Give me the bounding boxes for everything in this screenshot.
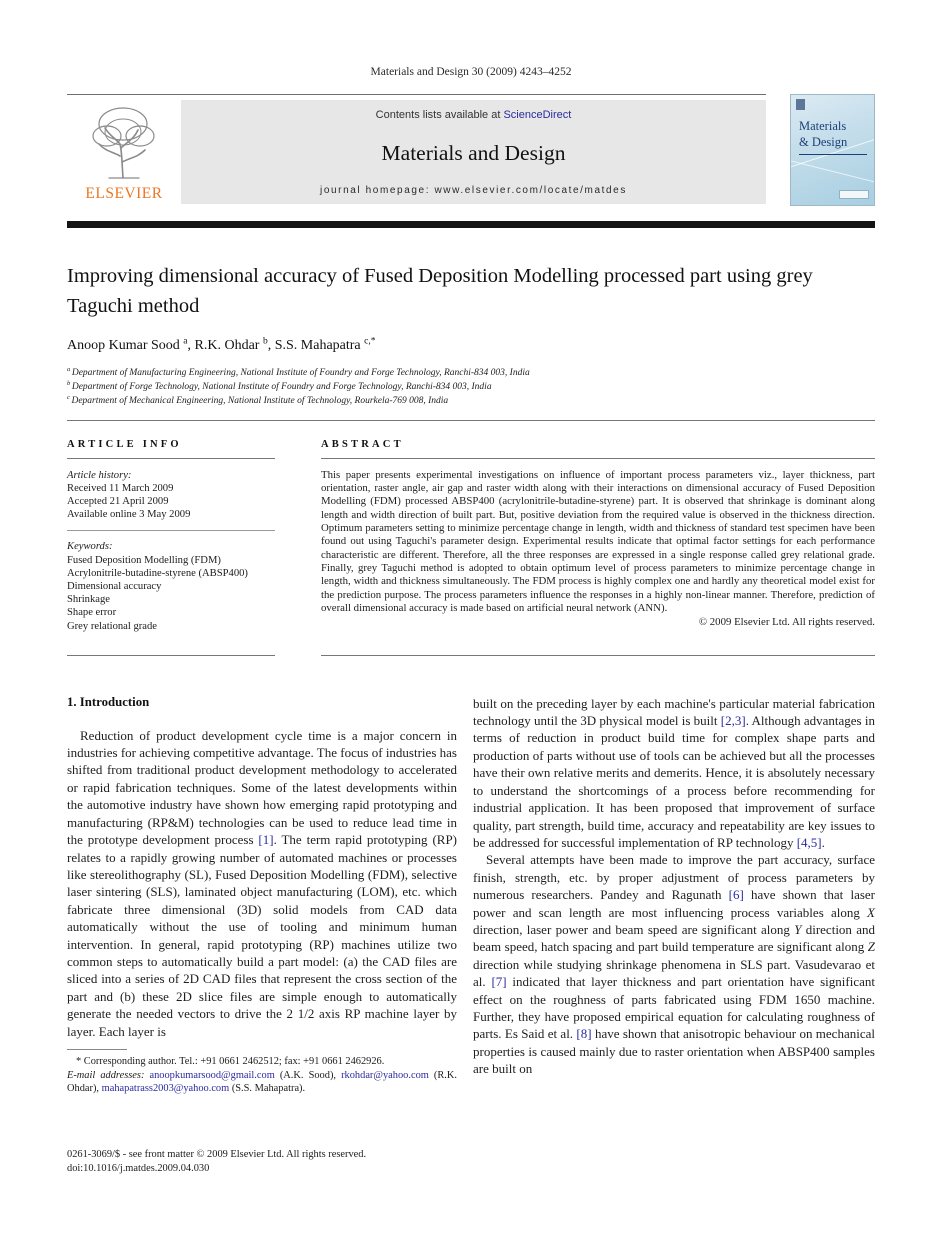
citation-link[interactable]: [8]	[576, 1026, 592, 1042]
body-paragraph: Several attempts have been made to improve the part accuracy, surface finish, strength, etc. by proper adjustment of process parameters by numerous researchers. Pandey and Ragunath [6] have shown that laser power and scan length are most influencing process variables along X direction, laser power and beam speed are significant along Y direction and beam speed, hatch spacing and part build temperature are significant along Z direction while studying shrinkage phenomena in SLS part. Vasudevarao et al. [7] indicated that layer thickness and part orientation have significant effect on the roughness of parts fabricated using FDM 1650 machine. Further, they have proposed empirical equation for calculating roughness of parts. Es Said et al. [8] have shown that anisotropic behaviour on mechanical properties is caused mainly due to raster orientation when ABSP400 samples are built on	[473, 852, 875, 1077]
keyword-item: Fused Deposition Modelling (FDM)	[67, 554, 221, 566]
article-history-label: Article history:	[67, 469, 132, 481]
abstract-copyright: © 2009 Elsevier Ltd. All rights reserved.	[698, 616, 875, 629]
article-history-list	[67, 482, 275, 522]
author-line: Anoop Kumar Sood $^a$, R.K. Ohdar $^b$, S.S. Mahapatra $^{c,*}$	[67, 336, 376, 354]
article-info-rule	[67, 458, 275, 459]
journal-masthead	[67, 94, 875, 207]
journal-cover-thumbnail	[790, 94, 875, 206]
running-head-citation: Materials and Design 30 (2009) 4243–4252	[370, 66, 572, 78]
elsevier-tree-icon	[85, 102, 163, 184]
article-history-item: Accepted 21 April 2009	[67, 495, 169, 507]
cover-rule	[799, 154, 867, 155]
affiliations	[67, 367, 875, 408]
footnote-segments: * Corresponding author. Tel.: +91 0661 2462512; fax: +91 0661 2462926. E-mail addresses: anoopkumarsood@gmail.com (A.K. Sood), rkohdar@yahoo.com (R.K. Ohdar), mahapatrass2003@yahoo.com (S.S. Mahapatra).	[67, 1055, 457, 1095]
email-link[interactable]: mahapatrass2003@yahoo.com	[101, 1083, 230, 1095]
cover-title	[799, 119, 867, 155]
email-link[interactable]: anoopkumarsood@gmail.com	[149, 1069, 275, 1081]
keywords-label: Keywords:	[67, 541, 113, 553]
body-paragraph: built on the preceding layer by each machine's particular material fabrication technology until the 3D physical model is built [2,3]. Although advantages in terms of reduction in product build time for complex shape parts and production of parts without use of tools can be achieved but all the processes have their own relative merits and demerits. Hence, it is absolutely necessary to understand the shortcomings of a process before recommending for industrial application. It has been proposed that improvement of surface quality, part strength, build time, accuracy and repeatability are key issues to be addressed for successful implementation of RP technology [4,5].	[473, 695, 875, 850]
citation-link[interactable]: [7]	[491, 974, 507, 990]
affiliation-line: $^c$ Department of Mechanical Engineering, National Institute of Technology, Rourkela-769 008, India	[67, 393, 449, 406]
page-footer	[67, 1148, 366, 1176]
article-info-heading: ARTICLE INFO	[67, 438, 182, 450]
citation-link[interactable]: [4,5]	[796, 834, 822, 850]
article-history-item: Received 11 March 2009	[67, 482, 174, 494]
body-left-column	[67, 695, 457, 1096]
journal-title: Materials and Design	[381, 140, 566, 165]
affiliation-line: $^b$ Department of Forge Technology, National Institute of Foundry and Forge Technology, Ranchi-834 003, India	[67, 379, 492, 393]
section-heading-introduction: 1. Introduction	[67, 694, 150, 709]
keyword-item: Dimensional accuracy	[67, 580, 162, 592]
cover-emblem-icon	[796, 99, 805, 110]
citation-link[interactable]: [1]	[258, 832, 274, 848]
issn-copyright-line: 0261-3069/$ - see front matter © 2009 Elsevier Ltd. All rights reserved.	[67, 1149, 367, 1160]
citation-link[interactable]: [2,3]	[720, 713, 746, 729]
right-column-paragraphs	[473, 695, 875, 1078]
cover-sciencedirect-mark-icon	[839, 190, 869, 199]
body-two-columns	[67, 695, 875, 1096]
doi-line: doi:10.1016/j.matdes.2009.04.030	[67, 1162, 210, 1174]
journal-homepage-link[interactable]: journal homepage: www.elsevier.com/locate/matdes	[320, 185, 627, 196]
article-info-column	[67, 421, 275, 656]
left-column-paragraphs	[67, 727, 457, 1040]
keywords-list	[67, 554, 275, 633]
abstract-heading: ABSTRACT	[321, 438, 404, 450]
keyword-item: Shape error	[67, 607, 117, 619]
corresponding-author-footnote	[67, 1049, 457, 1096]
info-abstract-block	[67, 421, 875, 656]
citation-link[interactable]: [6]	[728, 887, 744, 903]
keyword-item: Grey relational grade	[67, 620, 158, 632]
paper-title: Improving dimensional accuracy of Fused Deposition Modelling processed part using grey Taguchi method	[67, 265, 813, 318]
elsevier-wordmark: ELSEVIER	[85, 185, 163, 202]
footnote-text	[67, 1055, 457, 1096]
contents-line	[181, 109, 766, 121]
email-link[interactable]: rkohdar@yahoo.com	[341, 1069, 429, 1081]
cover-title-line1: Materials	[799, 119, 847, 133]
body-paragraph: Reduction of product development cycle time is a major concern in industries for achieving competitive advantage. The focus of industries has shifted from traditional product development methodology to accelerated or rapid fabrication techniques. Some of the latest developments within the automotive industry have shown how emerging rapid prototyping and manufacturing (RP&M) technologies can be used to reduce lead time in the prototype development process [1]. The term rapid prototyping (RP) relates to a rapidly growing number of automated machines or processes like stereolithography (SL), Fused Deposition Modelling (FDM), selective laser sintering (SLS), laminated object manufacturing (LOM), etc. which fabricate three dimensional (3D) solid models from CAD data automatically without the use of tooling and minimum human intervention. In general, rapid prototyping (RP) machines utilize two common steps to automatically build a part model: (a) the CAD files are sliced into a series of 2D CAD files that represent the cross section of the part and (b) these 2D slice files are simple enough to automatically generate the needed vectors to drive the 2 1/2 axis RP machine layer by layer. Each layer is	[67, 727, 458, 1039]
keywords-separator-rule	[67, 530, 275, 531]
abstract-rule	[321, 458, 875, 459]
abstract-column	[321, 421, 875, 656]
masthead-black-bar	[67, 221, 875, 228]
affiliation-line: $^a$ Department of Manufacturing Engineering, National Institute of Foundry and Forge Technology, Ranchi-834 003, India	[67, 366, 530, 379]
masthead-top-rule	[67, 94, 766, 95]
body-right-column	[473, 695, 875, 1096]
elsevier-logo	[67, 100, 181, 204]
contents-prefix: Contents lists available at	[375, 109, 504, 121]
cover-title-line2: & Design	[799, 134, 848, 149]
abstract-text: This paper presents experimental investigations on influence of important process parameters viz., layer thickness, part orientation, raster angle, air gap and raster width along with their interactions on dimensional accuracy of Fused Deposition Modelling (FDM) processed ABSP400 (acrylonitrile-butadine-styrene) part. It is observed that shrinkage is dominant along length and width direction of built part. But, positive deviation from the required value is observed in the thickness direction. Optimum parameters setting to minimize percentage change in length, width and thickness of standard test specimen have been found out using Taguchi's parameter design. Experimental results indicate that optimal factor settings for each performance characteristic are different. Therefore, all the three responses are expressed in a single response called grey relational grade. Finally, grey Taguchi method is adopted to obtain optimum level of process parameters to minimize percentage change in length, width and thickness simultaneously. The FDM process is highly complex one and hardly any theoretical model exist for the prediction purpose. The process parameters influence the responses in a highly non-linear manner. Therefore, prediction of overall dimensional accuracy is made based on artificial neural network (ANN).	[321, 468, 875, 614]
sciencedirect-link[interactable]: ScienceDirect	[503, 109, 572, 121]
keyword-item: Shrinkage	[67, 594, 110, 606]
masthead-banner	[181, 100, 766, 204]
article-history-item: Available online 3 May 2009	[67, 509, 191, 521]
keyword-item: Acrylonitrile-butadine-styrene (ABSP400)	[67, 567, 248, 579]
footnote-rule	[67, 1049, 127, 1050]
